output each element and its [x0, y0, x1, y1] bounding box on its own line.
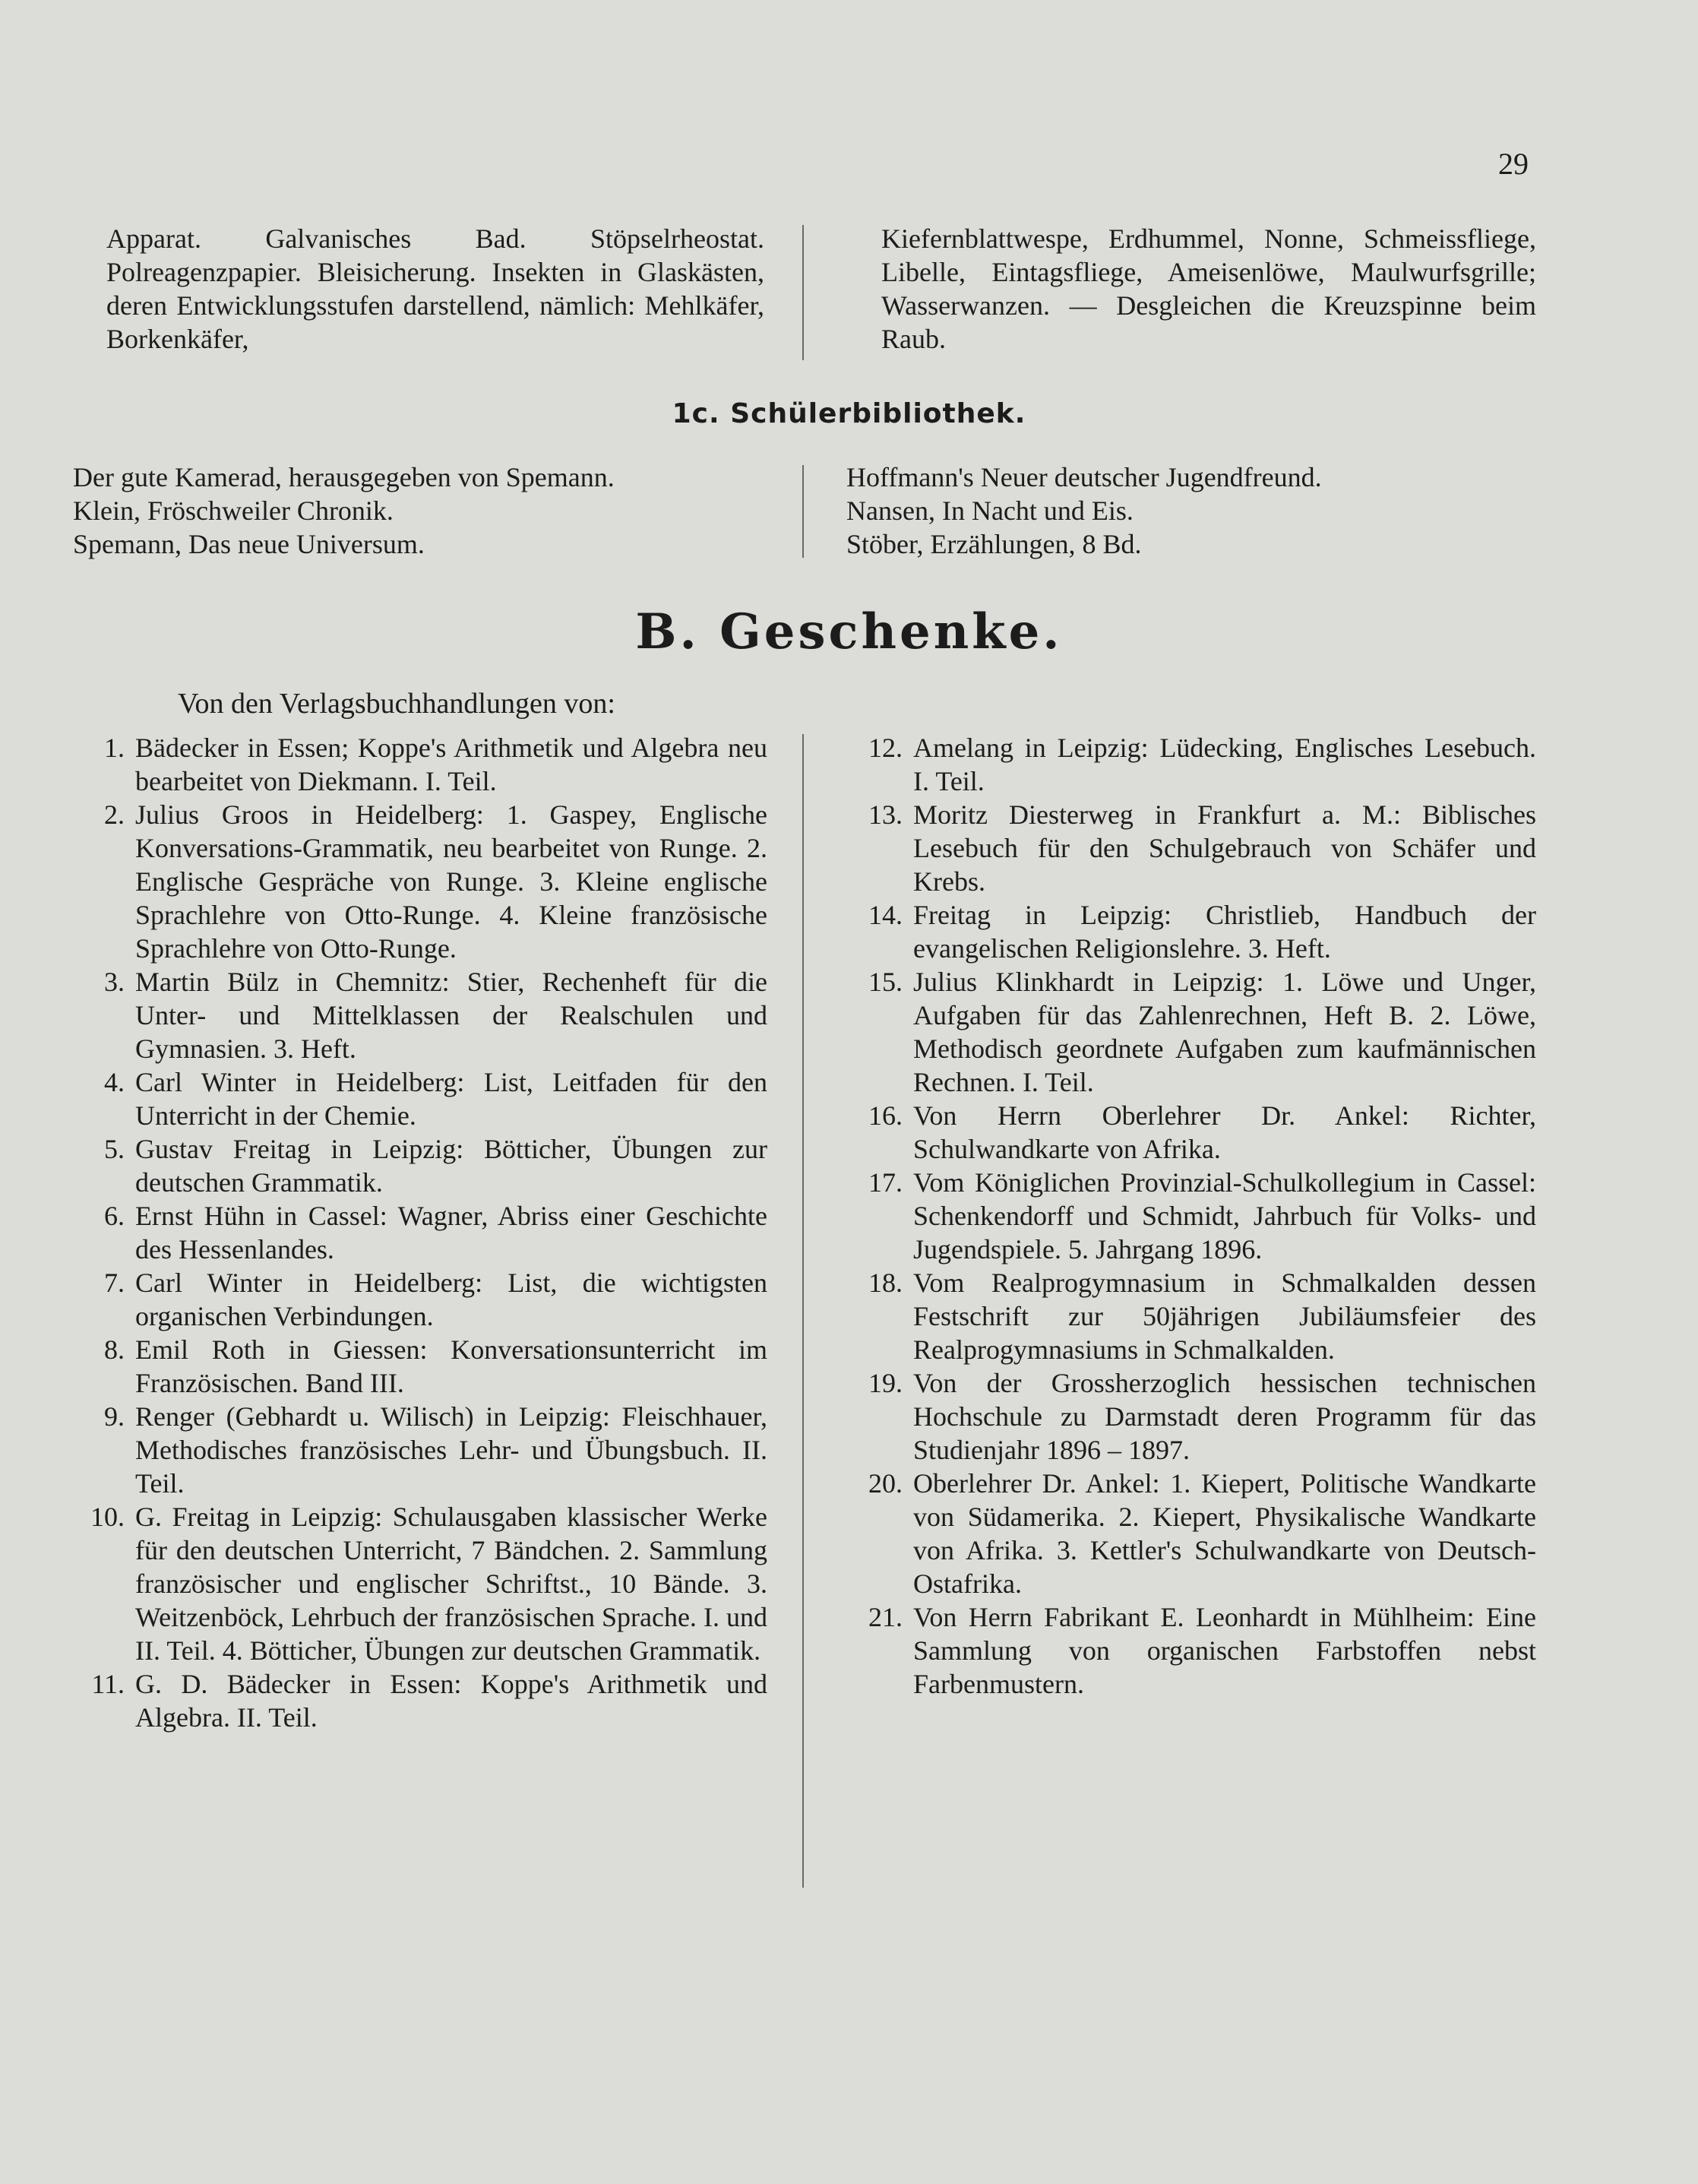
gift-number: 9.	[104, 1401, 125, 1432]
gift-number: 2.	[104, 799, 125, 830]
gift-text: Freitag in Leipzig: Christlieb, Handbuch der evangelischen Religionslehre. 3. Heft.	[913, 900, 1536, 964]
gift-text: Von Herrn Oberlehrer Dr. Ankel: Richter, Schulwandkarte von Afrika.	[913, 1100, 1536, 1164]
gift-number: 6.	[104, 1201, 125, 1231]
gift-number: 8.	[104, 1334, 125, 1365]
gift-number: 16.	[868, 1100, 903, 1131]
gift-number: 12.	[868, 733, 903, 763]
gift-text: Von der Grossherzoglich hessischen technischen Hochschule zu Darmstadt deren Programm für das Studienjahr 1896 – 1897.	[913, 1368, 1536, 1465]
gift-text: Vom Königlichen Provinzial-Schulkollegium in Cassel: Schenkendorff und Schmidt, Jahrbuch für Volks- und Jugendspiele. 5. Jahrgang 1896.	[913, 1167, 1536, 1265]
gift-number: 10.	[90, 1502, 125, 1532]
gift-number: 11.	[91, 1669, 125, 1699]
gift-number: 1.	[104, 733, 125, 763]
bibliothek-entry: Spemann, Das neue Universum.	[73, 529, 425, 559]
geschenke-left-column	[70, 731, 767, 1734]
gift-text: Bädecker in Essen; Koppe's Arithmetik und Algebra neu bearbeitet von Diekmann. I. Teil.	[135, 733, 767, 796]
gift-entry	[848, 1366, 1536, 1467]
bibliothek-entry: Klein, Fröschweiler Chronik.	[73, 495, 394, 526]
gift-text: Carl Winter in Heidelberg: List, Leitfaden für den Unterricht in der Chemie.	[135, 1067, 767, 1131]
gift-entry	[70, 1400, 767, 1500]
bibliothek-left-list	[73, 461, 772, 561]
gift-text: Vom Realprogymnasium in Schmalkalden dessen Festschrift zur 50jährigen Jubiläumsfeier des Realprogymnasiums in Schmalkalden.	[913, 1268, 1536, 1365]
gift-entry	[848, 1166, 1536, 1266]
gift-entry	[70, 731, 767, 798]
gift-entry	[70, 1132, 767, 1199]
gift-number: 19.	[868, 1368, 903, 1398]
gift-number: 3.	[104, 967, 125, 997]
gift-entry	[848, 1467, 1536, 1600]
heading-geschenke: B. Geschenke.	[635, 603, 1063, 660]
gift-entry	[848, 965, 1536, 1099]
gift-entry	[70, 798, 767, 965]
gift-text: Martin Bülz in Chemnitz: Stier, Rechenheft für die Unter- und Mittelklassen der Realschulen und Gymnasien. 3. Heft.	[135, 967, 767, 1064]
gift-text: Moritz Diesterweg in Frankfurt a. M.: Biblisches Lesebuch für den Schulgebrauch von Schäfer und Krebs.	[913, 799, 1536, 897]
column-divider-geschenke	[802, 734, 804, 1888]
gift-text: Gustav Freitag in Leipzig: Bötticher, Übungen zur deutschen Grammatik.	[135, 1134, 767, 1198]
bibliothek-entry: Der gute Kamerad, herausgegeben von Spemann.	[73, 462, 615, 492]
gift-text: Julius Groos in Heidelberg: 1. Gaspey, Englische Konversations-Grammatik, neu bearbeitet von Runge. 2. Englische Gespräche von Runge. 3. Kleine englische Sprachlehre von Otto-Runge. 4. Kleine französische Sprachlehre von Otto-Runge.	[135, 799, 767, 964]
gift-number: 13.	[868, 799, 903, 830]
top-left-paragraph: Apparat. Galvanisches Bad. Stöpselrheostat. Polreagenzpapier. Bleisicherung. Insekten in Glaskästen, deren Entwicklungsstufen darstellend, nämlich: Mehlkäfer, Borkenkäfer,	[106, 223, 764, 354]
top-right-paragraph: Kiefernblattwespe, Erdhummel, Nonne, Schmeissfliege, Libelle, Eintagsfliege, Ameisenlöwe, Maulwurfsgrille; Wasserwanzen. — Desgleichen die Kreuzspinne beim Raub.	[881, 223, 1536, 354]
gift-number: 18.	[868, 1268, 903, 1298]
gift-text: Emil Roth in Giessen: Konversationsunterricht im Französischen. Band III.	[135, 1334, 767, 1398]
gift-entry	[70, 1667, 767, 1734]
gift-text: Carl Winter in Heidelberg: List, die wichtigsten organischen Verbindungen.	[135, 1268, 767, 1331]
gift-entry	[848, 1099, 1536, 1166]
page-number: 29	[1498, 147, 1529, 181]
geschenke-right-column	[848, 731, 1536, 1701]
gift-number: 4.	[104, 1067, 125, 1097]
gift-text: Oberlehrer Dr. Ankel: 1. Kiepert, Politische Wandkarte von Südamerika. 2. Kiepert, Physikalische Wandkarte von Afrika. 3. Kettler's Schulwandkarte von Deutsch-Ostafrika.	[913, 1468, 1536, 1599]
gift-entry	[70, 1199, 767, 1266]
gift-number: 7.	[104, 1268, 125, 1298]
gift-number: 17.	[868, 1167, 903, 1198]
gift-text: Amelang in Leipzig: Lüdecking, Englisches Lesebuch. I. Teil.	[913, 733, 1536, 796]
geschenke-intro: Von den Verlagsbuchhandlungen von:	[178, 688, 615, 720]
gift-number: 15.	[868, 967, 903, 997]
gift-number: 20.	[868, 1468, 903, 1499]
gift-text: Von Herrn Fabrikant E. Leonhardt in Mühlheim: Eine Sammlung von organischen Farbstoffen nebst Farbenmustern.	[913, 1602, 1536, 1699]
gift-entry	[70, 1333, 767, 1400]
bibliothek-entry: Nansen, In Nacht und Eis.	[846, 495, 1134, 526]
gift-entry	[70, 1500, 767, 1667]
gift-entry	[848, 731, 1536, 798]
gift-text: Julius Klinkhardt in Leipzig: 1. Löwe und Unger, Aufgaben für das Zahlenrechnen, Heft B. 2. Löwe, Methodisch geordnete Aufgaben zum kaufmännischen Rechnen. I. Teil.	[913, 967, 1536, 1097]
heading-schuelerbibliothek: 1c. Schülerbibliothek.	[672, 398, 1026, 429]
gift-number: 5.	[104, 1134, 125, 1164]
gift-text: Ernst Hühn in Cassel: Wagner, Abriss einer Geschichte des Hessenlandes.	[135, 1201, 767, 1265]
gift-text: G. D. Bädecker in Essen: Koppe's Arithmetik und Algebra. II. Teil.	[135, 1669, 767, 1733]
gift-text: G. Freitag in Leipzig: Schulausgaben klassischer Werke für den deutschen Unterricht, 7 Bändchen. 2. Sammlung französischer und englischer Schriftst., 10 Bände. 3. Weitzenböck, Lehrbuch der französischen Sprache. I. und II. Teil. 4. Bötticher, Übungen zur deutschen Grammatik.	[135, 1502, 767, 1666]
gift-entry	[70, 1065, 767, 1132]
gift-text: Renger (Gebhardt u. Wilisch) in Leipzig: Fleischhauer, Methodisches französisches Lehr- und Übungsbuch. II. Teil.	[135, 1401, 767, 1499]
bibliothek-entry: Hoffmann's Neuer deutscher Jugendfreund.	[846, 462, 1322, 492]
gift-entry	[70, 1266, 767, 1333]
bibliothek-right-list	[846, 461, 1530, 561]
gift-entry	[70, 965, 767, 1065]
gift-entry	[848, 1600, 1536, 1701]
gift-number: 21.	[868, 1602, 903, 1632]
gift-entry	[848, 898, 1536, 965]
gift-entry	[848, 798, 1536, 898]
gift-entry	[848, 1266, 1536, 1366]
column-divider-top	[802, 225, 804, 360]
column-divider-bibliothek	[802, 465, 804, 558]
bibliothek-entry: Stöber, Erzählungen, 8 Bd.	[846, 529, 1142, 559]
gift-number: 14.	[868, 900, 903, 930]
